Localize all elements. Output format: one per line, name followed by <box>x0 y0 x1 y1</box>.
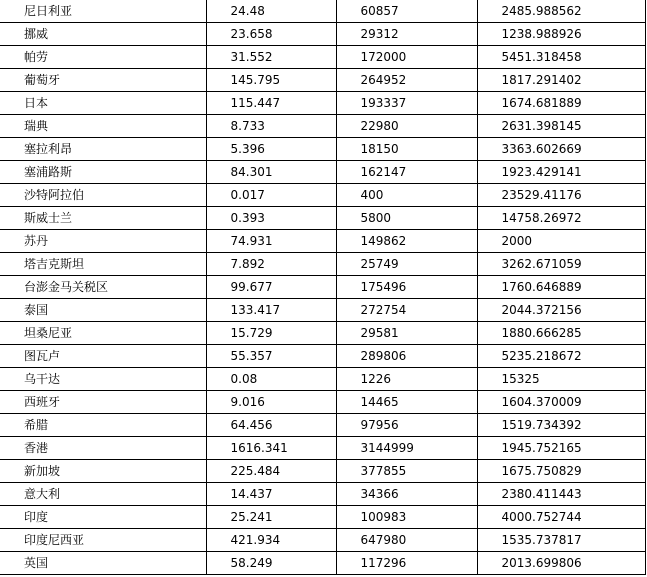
country-cell: 葡萄牙 <box>0 69 206 92</box>
table-row <box>0 184 645 207</box>
amount-cell: 60857 <box>336 0 477 23</box>
amount-cell: 1226 <box>336 368 477 391</box>
quantity-cell: 99.677 <box>206 276 336 299</box>
amount-cell: 18150 <box>336 138 477 161</box>
country-cell: 图瓦卢 <box>0 345 206 368</box>
quantity-cell: 0.08 <box>206 368 336 391</box>
amount-cell: 117296 <box>336 552 477 575</box>
country-cell: 沙特阿拉伯 <box>0 184 206 207</box>
table-row <box>0 460 645 483</box>
table-row <box>0 276 645 299</box>
country-cell: 日本 <box>0 92 206 115</box>
unit-price-cell: 1880.666285 <box>477 322 645 345</box>
country-cell: 英国 <box>0 552 206 575</box>
table-row <box>0 506 645 529</box>
table-row <box>0 253 645 276</box>
country-cell: 挪威 <box>0 23 206 46</box>
unit-price-cell: 23529.41176 <box>477 184 645 207</box>
quantity-cell: 64.456 <box>206 414 336 437</box>
country-cell: 苏丹 <box>0 230 206 253</box>
table-row <box>0 161 645 184</box>
quantity-cell: 0.017 <box>206 184 336 207</box>
amount-cell: 272754 <box>336 299 477 322</box>
table-row <box>0 92 645 115</box>
amount-cell: 647980 <box>336 529 477 552</box>
quantity-cell: 1616.341 <box>206 437 336 460</box>
amount-cell: 264952 <box>336 69 477 92</box>
quantity-cell: 14.437 <box>206 483 336 506</box>
unit-price-cell: 5451.318458 <box>477 46 645 69</box>
unit-price-cell: 1923.429141 <box>477 161 645 184</box>
amount-cell: 289806 <box>336 345 477 368</box>
unit-price-cell: 2380.411443 <box>477 483 645 506</box>
table-row <box>0 0 645 23</box>
unit-price-cell: 2485.988562 <box>477 0 645 23</box>
country-cell: 西班牙 <box>0 391 206 414</box>
country-cell: 塞拉利昂 <box>0 138 206 161</box>
amount-cell: 14465 <box>336 391 477 414</box>
unit-price-cell: 1675.750829 <box>477 460 645 483</box>
table-row <box>0 69 645 92</box>
amount-cell: 25749 <box>336 253 477 276</box>
country-cell: 台澎金马关税区 <box>0 276 206 299</box>
table-row <box>0 322 645 345</box>
quantity-cell: 115.447 <box>206 92 336 115</box>
table-row <box>0 299 645 322</box>
unit-price-cell: 4000.752744 <box>477 506 645 529</box>
country-cell: 斯威士兰 <box>0 207 206 230</box>
amount-cell: 100983 <box>336 506 477 529</box>
table-row <box>0 115 645 138</box>
table-row <box>0 414 645 437</box>
country-cell: 尼日利亚 <box>0 0 206 23</box>
table-row <box>0 138 645 161</box>
table-row <box>0 391 645 414</box>
quantity-cell: 0.393 <box>206 207 336 230</box>
unit-price-cell: 1238.988926 <box>477 23 645 46</box>
country-cell: 塔吉克斯坦 <box>0 253 206 276</box>
quantity-cell: 421.934 <box>206 529 336 552</box>
unit-price-cell: 3363.602669 <box>477 138 645 161</box>
table-row <box>0 552 645 575</box>
quantity-cell: 133.417 <box>206 299 336 322</box>
quantity-cell: 74.931 <box>206 230 336 253</box>
unit-price-cell: 1535.737817 <box>477 529 645 552</box>
unit-price-cell: 5235.218672 <box>477 345 645 368</box>
amount-cell: 29312 <box>336 23 477 46</box>
unit-price-cell: 1760.646889 <box>477 276 645 299</box>
unit-price-cell: 15325 <box>477 368 645 391</box>
country-cell: 印度尼西亚 <box>0 529 206 552</box>
quantity-cell: 5.396 <box>206 138 336 161</box>
country-cell: 新加坡 <box>0 460 206 483</box>
amount-cell: 29581 <box>336 322 477 345</box>
unit-price-cell: 1674.681889 <box>477 92 645 115</box>
quantity-cell: 23.658 <box>206 23 336 46</box>
table-row <box>0 368 645 391</box>
table-row <box>0 437 645 460</box>
quantity-cell: 31.552 <box>206 46 336 69</box>
table-row <box>0 529 645 552</box>
country-cell: 希腊 <box>0 414 206 437</box>
country-cell: 坦桑尼亚 <box>0 322 206 345</box>
amount-cell: 34366 <box>336 483 477 506</box>
table-row <box>0 23 645 46</box>
amount-cell: 97956 <box>336 414 477 437</box>
quantity-cell: 225.484 <box>206 460 336 483</box>
quantity-cell: 24.48 <box>206 0 336 23</box>
quantity-cell: 84.301 <box>206 161 336 184</box>
unit-price-cell: 1945.752165 <box>477 437 645 460</box>
amount-cell: 172000 <box>336 46 477 69</box>
country-cell: 瑞典 <box>0 115 206 138</box>
unit-price-cell: 2044.372156 <box>477 299 645 322</box>
amount-cell: 193337 <box>336 92 477 115</box>
unit-price-cell: 1604.370009 <box>477 391 645 414</box>
country-cell: 香港 <box>0 437 206 460</box>
unit-price-cell: 14758.26972 <box>477 207 645 230</box>
quantity-cell: 58.249 <box>206 552 336 575</box>
unit-price-cell: 1817.291402 <box>477 69 645 92</box>
amount-cell: 3144999 <box>336 437 477 460</box>
country-cell: 塞浦路斯 <box>0 161 206 184</box>
table-row <box>0 483 645 506</box>
amount-cell: 149862 <box>336 230 477 253</box>
quantity-cell: 55.357 <box>206 345 336 368</box>
table-row <box>0 345 645 368</box>
amount-cell: 400 <box>336 184 477 207</box>
country-cell: 印度 <box>0 506 206 529</box>
unit-price-cell: 2013.699806 <box>477 552 645 575</box>
unit-price-cell: 2000 <box>477 230 645 253</box>
quantity-cell: 8.733 <box>206 115 336 138</box>
amount-cell: 5800 <box>336 207 477 230</box>
quantity-cell: 7.892 <box>206 253 336 276</box>
quantity-cell: 15.729 <box>206 322 336 345</box>
country-cell: 乌干达 <box>0 368 206 391</box>
country-cell: 帕劳 <box>0 46 206 69</box>
amount-cell: 22980 <box>336 115 477 138</box>
amount-cell: 162147 <box>336 161 477 184</box>
table-row <box>0 207 645 230</box>
amount-cell: 377855 <box>336 460 477 483</box>
quantity-cell: 145.795 <box>206 69 336 92</box>
table-row <box>0 46 645 69</box>
quantity-cell: 9.016 <box>206 391 336 414</box>
amount-cell: 175496 <box>336 276 477 299</box>
unit-price-cell: 1519.734392 <box>477 414 645 437</box>
unit-price-cell: 3262.671059 <box>477 253 645 276</box>
quantity-cell: 25.241 <box>206 506 336 529</box>
country-cell: 意大利 <box>0 483 206 506</box>
country-cell: 泰国 <box>0 299 206 322</box>
unit-price-cell: 2631.398145 <box>477 115 645 138</box>
table-row <box>0 230 645 253</box>
